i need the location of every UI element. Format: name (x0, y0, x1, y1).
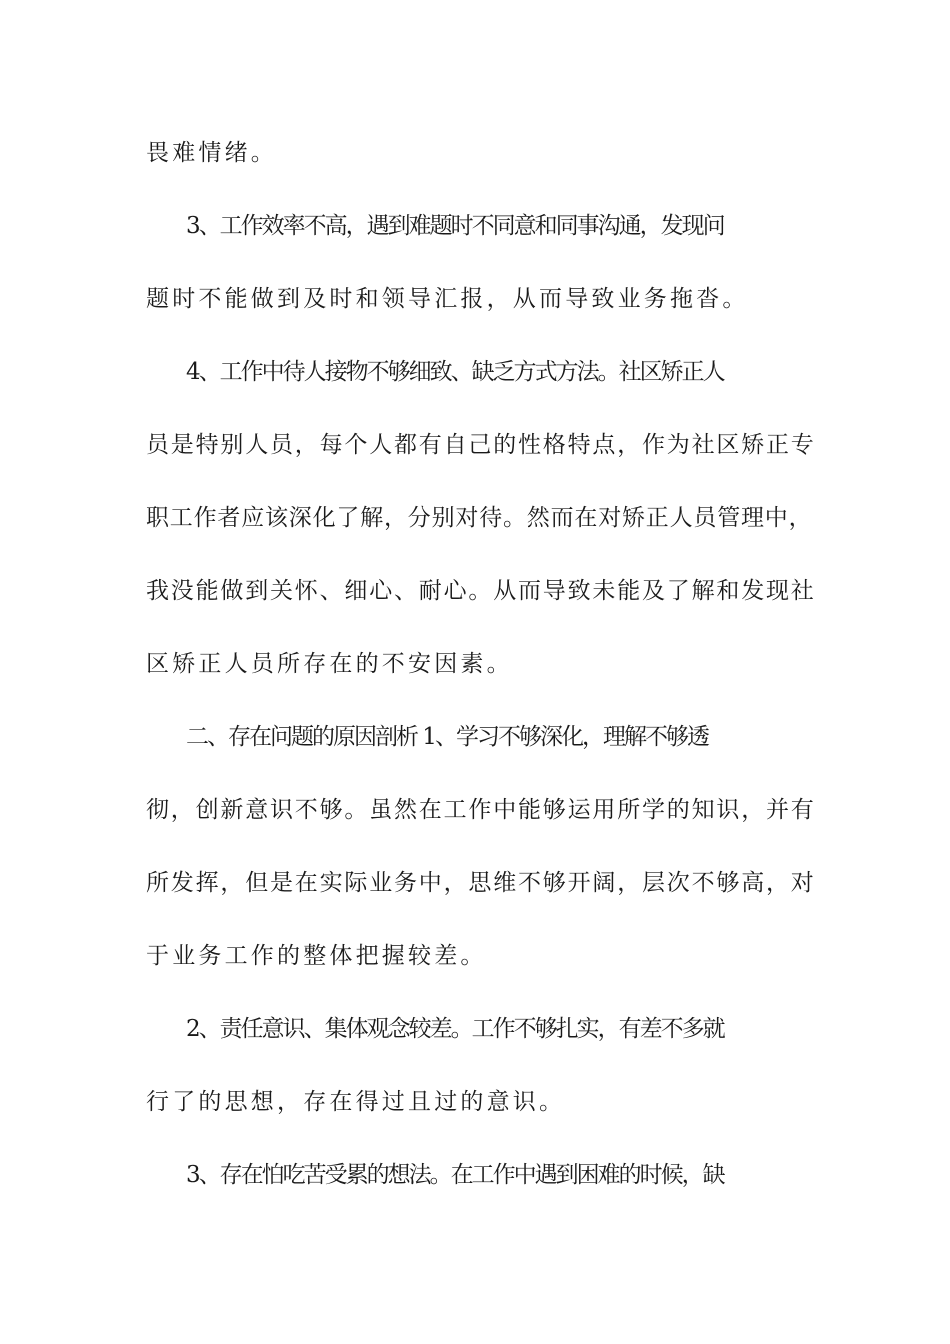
text-line-14: 行了的思想，存在得过且过的意识。 (146, 1089, 566, 1115)
text-line-5: 员是特别人员，每个人都有自己的性格特点，作为社区矫正专 (146, 432, 816, 458)
text-line-2: 3、工作效率不高，遇到难题时不同意和同事沟通，发现问 (186, 213, 724, 239)
text-line-13: 2、责任意识、集体观念较差。工作不够扎实，有差不多就 (186, 1016, 724, 1042)
text-line-12: 于业务工作的整体把握较差。 (146, 943, 487, 969)
text-line-7: 我没能做到关怀、细心、耐心。从而导致未能及了解和发现社 (146, 578, 816, 604)
text-line-9: 二、存在问题的原因剖析 1、学习不够深化，理解不够透 (186, 724, 708, 750)
text-line-10: 彻，创新意识不够。虽然在工作中能够运用所学的知识，并有 (146, 797, 816, 823)
text-line-11: 所发挥，但是在实际业务中，思维不够开阔，层次不够高，对 (146, 870, 816, 896)
text-line-6: 职工作者应该深化了解，分别对待。然而在对矫正人员管理中， (146, 505, 813, 531)
text-line-3: 题时不能做到及时和领导汇报，从而导致业务拖沓。 (146, 286, 749, 312)
text-line-8: 区矫正人员所存在的不安因素。 (146, 651, 513, 677)
text-line-15: 3、存在怕吃苦受累的想法。在工作中遇到困难的时候，缺 (186, 1162, 724, 1188)
text-line-4: 4、工作中待人接物不够细致、缺乏方式方法。社区矫正人 (186, 359, 724, 385)
text-line-1: 畏难情绪。 (146, 140, 277, 166)
